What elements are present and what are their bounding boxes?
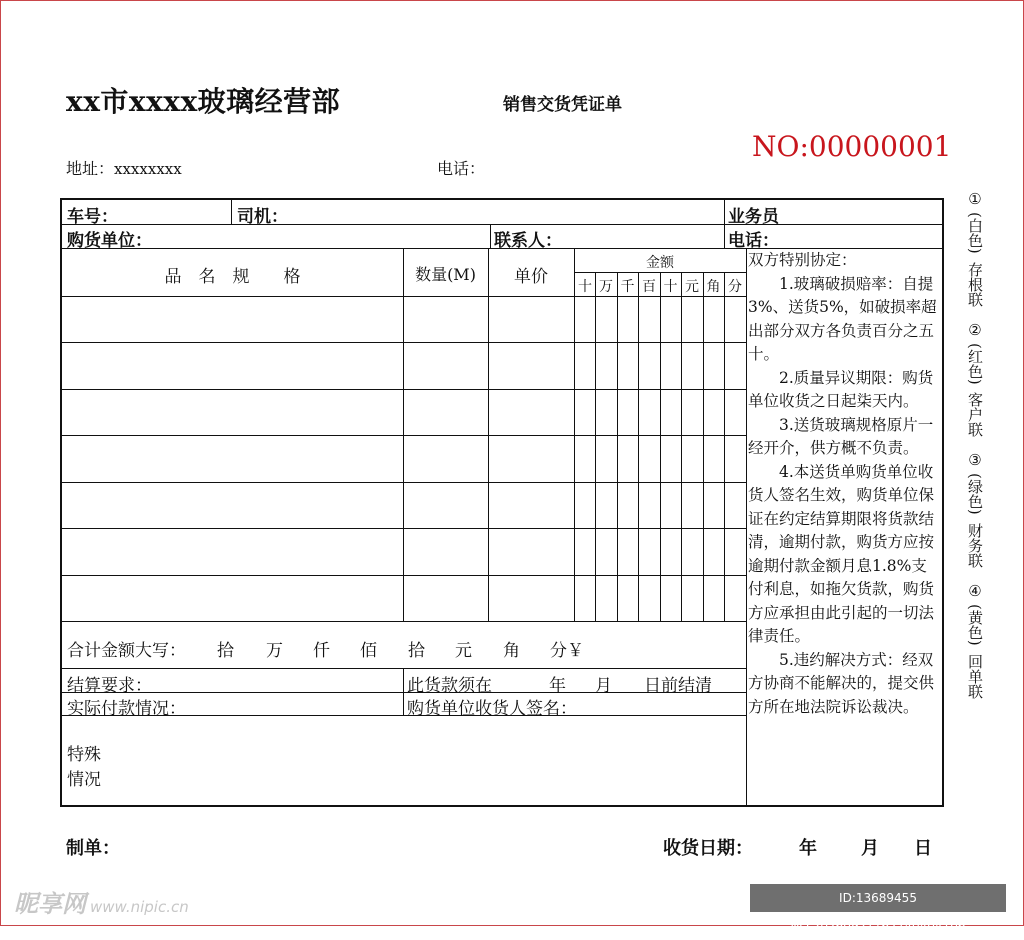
terms-title: 双方特别协定： — [748, 251, 857, 269]
total-unit: 万 — [266, 641, 283, 661]
watermark-logo-text: 昵享网 — [14, 890, 86, 918]
copy-item — [964, 190, 986, 307]
car-number-label: 车号： — [67, 207, 118, 227]
settlement-label: 结算要求： — [67, 676, 152, 696]
receipt-month: 月 — [861, 838, 879, 859]
special-label: 特殊 — [67, 745, 101, 765]
total-unit: 分￥ — [550, 641, 584, 661]
address-line — [66, 156, 182, 179]
buyer-label: 购货单位： — [67, 231, 152, 251]
terms-item: 3.送货玻璃规格原片一经开介，供方概不负责。 — [748, 415, 934, 457]
actual-payment-label: 实际付款情况： — [67, 699, 186, 719]
receipt-date-label: 收货日期： — [663, 838, 753, 859]
col-name-spec: 品 名 规 格 — [164, 267, 301, 287]
copy-number: ④ — [968, 582, 982, 601]
terms-item: 5.违约解决方式：经双方协商不能解决的，提交供方所在地法院诉讼裁决。 — [748, 650, 935, 716]
total-amount-label: 合计金额大写： — [67, 641, 186, 661]
copy-item — [964, 451, 986, 568]
amount-unit: 十 — [663, 279, 678, 295]
terms-item: 1.玻璃破损赔率：自提3%、送货5%，如破损率超出部分双方各负责百分之五十。 — [748, 274, 937, 363]
address-label: 地址： — [66, 159, 115, 178]
phone-field-label: 电话： — [728, 231, 779, 251]
maker-label: 制单： — [66, 838, 120, 859]
watermark-logo — [14, 884, 189, 919]
due-prefix: 此货款须在 — [407, 676, 492, 696]
receipt-day: 日 — [914, 838, 932, 859]
copy-legend — [964, 190, 986, 713]
serial-number: NO:00000001 — [752, 130, 952, 163]
due-day: 日前结清 — [644, 676, 712, 696]
copy-number: ③ — [968, 451, 982, 470]
copy-name: 客户联 — [966, 392, 984, 438]
copy-color: (绿色) — [966, 473, 984, 516]
copy-name: 财务联 — [966, 523, 984, 569]
col-unit-price: 单价 — [514, 267, 548, 287]
terms-item: 2.质量异议期限：购货单位收货之日起柒天内。 — [748, 368, 934, 410]
copy-color: (白色) — [966, 212, 984, 254]
total-unit: 仟 — [313, 641, 330, 661]
contact-label: 联系人： — [494, 231, 562, 251]
agreement-terms — [748, 249, 940, 719]
amount-unit: 百 — [642, 279, 656, 295]
amount-unit: 千 — [620, 279, 635, 295]
total-unit: 佰 — [360, 641, 377, 661]
copy-item — [964, 582, 986, 699]
terms-item: 4.本送货单购货单位收货人签名生效，购货单位保证在约定结算期限将货款结清，逾期付款，购货方应按逾期付款金额月息1.8%支付利息，如拖欠货款，购货方应承担由此引起的一切法律责任。 — [748, 462, 935, 645]
copy-name: 回单联 — [966, 653, 984, 699]
due-year: 年 — [549, 676, 566, 696]
document-title: 销售交货凭证单 — [503, 95, 622, 115]
receiver-signature-label: 购货单位收货人签名： — [407, 699, 577, 719]
total-unit: 角 — [503, 641, 520, 661]
copy-name: 存根联 — [966, 261, 984, 307]
phone-label: 电话： — [437, 159, 486, 178]
special-label: 情况 — [67, 770, 101, 790]
col-quantity: 数量(M) — [415, 265, 476, 284]
receipt-year: 年 — [799, 838, 817, 859]
salesperson-label: 业务员 — [728, 207, 779, 227]
copy-item — [964, 321, 986, 438]
amount-unit: 分 — [728, 279, 742, 295]
amount-unit: 元 — [685, 279, 699, 295]
total-unit: 拾 — [217, 641, 234, 661]
driver-label: 司机： — [237, 207, 288, 227]
address-value: xxxxxxxx — [114, 160, 182, 178]
amount-unit: 角 — [706, 279, 721, 295]
amount-unit: 十 — [578, 279, 592, 295]
copy-number: ① — [968, 190, 982, 208]
amount-unit: 万 — [599, 279, 613, 295]
col-amount: 金额 — [646, 255, 674, 271]
copy-number: ② — [968, 320, 982, 339]
total-unit: 拾 — [408, 641, 425, 661]
due-month: 月 — [595, 676, 612, 696]
total-unit: 元 — [455, 641, 472, 661]
watermark-url: www.nipic.cn — [90, 898, 189, 916]
company-name: xx市xxxx玻璃经营部 — [66, 85, 341, 118]
copy-color: (黄色) — [966, 604, 984, 646]
image-id-bar: ID:13689455 NO:20260921162740404106 — [750, 884, 1006, 912]
copy-color: (红色) — [966, 342, 984, 385]
